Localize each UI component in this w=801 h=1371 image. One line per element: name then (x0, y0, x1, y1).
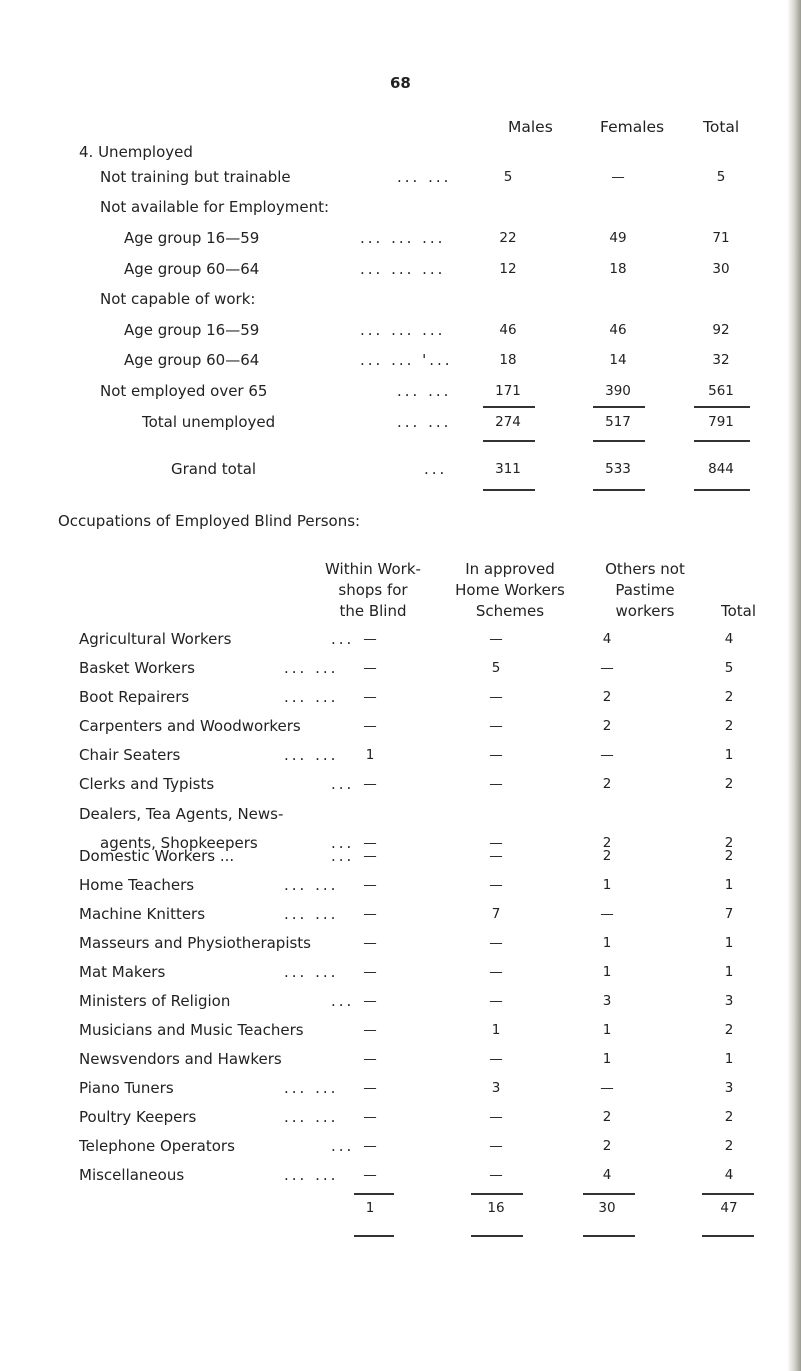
occupation-label: Poultry Keepers (79, 1108, 197, 1126)
cell-workshops: — (363, 848, 377, 864)
cell-pastime: — (600, 747, 614, 763)
page-number: 68 (390, 74, 411, 92)
cell-females: 390 (605, 383, 631, 399)
leader-dots: ... ... (284, 688, 339, 706)
row-label: Age group 60—64 (124, 260, 260, 278)
cell-pastime: 1 (602, 1051, 612, 1067)
cell-home-workers: — (489, 776, 503, 792)
page-edge-shadow (787, 0, 801, 1371)
row-label: Not available for Employment: (100, 198, 330, 216)
leader-dots: ... ... ... (360, 260, 446, 278)
cell-workshops: — (363, 631, 377, 647)
cell-pastime: 1 (602, 964, 612, 980)
leader-dots: ... (424, 460, 448, 478)
total-females: 517 (605, 414, 631, 430)
occupation-label: Dealers, Tea Agents, News- (79, 805, 284, 823)
cell-home-workers: 5 (491, 660, 501, 676)
occupations-title: Occupations of Employed Blind Persons: (58, 512, 361, 530)
cell-home-workers: — (489, 718, 503, 734)
cell-females: 14 (609, 352, 627, 368)
col-header-females: Females (600, 118, 665, 136)
cell-pastime: 2 (602, 835, 612, 851)
col-header-occ-total: Total (721, 602, 757, 620)
occupation-label: Machine Knitters (79, 905, 206, 923)
cell-workshops: — (363, 1022, 377, 1038)
grand-males: 311 (495, 461, 521, 477)
cell-pastime: — (600, 660, 614, 676)
cell-home-workers: — (489, 877, 503, 893)
cell-home-workers: — (489, 1109, 503, 1125)
cell-total: 71 (712, 230, 730, 246)
cell-workshops: — (363, 906, 377, 922)
section-title: 4. Unemployed (79, 143, 193, 161)
rule-above-total-total (694, 406, 750, 408)
leader-dots: ... ... (284, 1108, 339, 1126)
col-header-pastime-line3: workers (615, 602, 675, 620)
cell-males: 46 (499, 322, 517, 338)
col-header-total: Total (703, 118, 740, 136)
row-label: Age group 60—64 (124, 351, 260, 369)
col-header-home-workers (430, 559, 590, 622)
cell-workshops: — (363, 1051, 377, 1067)
occupation-label: Masseurs and Physiotherapists (79, 934, 312, 952)
cell-total: 561 (708, 383, 734, 399)
cell-total: 4 (724, 1167, 734, 1183)
cell-workshops: — (363, 964, 377, 980)
cell-total: 1 (724, 747, 734, 763)
row-label: Not capable of work: (100, 290, 256, 308)
row-label: Age group 16—59 (124, 321, 260, 339)
rule-bottom-total (702, 1235, 754, 1237)
leader-dots: ... ... (397, 168, 452, 186)
cell-females: 18 (609, 261, 627, 277)
cell-total: 2 (724, 1109, 734, 1125)
leader-dots: ... ... (284, 905, 339, 923)
grand-total-label: Grand total (171, 460, 257, 478)
cell-home-workers: — (489, 747, 503, 763)
cell-workshops: — (363, 1080, 377, 1096)
total-home-workers: 16 (487, 1200, 505, 1216)
cell-males: 12 (499, 261, 517, 277)
cell-workshops: — (363, 776, 377, 792)
rule-total-total (702, 1193, 754, 1195)
grand-total: 844 (708, 461, 734, 477)
cell-pastime: — (600, 906, 614, 922)
occupation-label: Clerks and Typists (79, 775, 215, 793)
col-header-pastime-line1: Others not (605, 560, 685, 578)
occupation-label: Telephone Operators (79, 1137, 235, 1155)
cell-pastime: 2 (602, 776, 612, 792)
cell-home-workers: — (489, 835, 503, 851)
col-header-home-workers-line2: Home Workers (455, 581, 565, 599)
cell-total: 2 (724, 689, 734, 705)
occupation-label: Ministers of Religion (79, 992, 231, 1010)
rule-bottom-workshops (354, 1235, 394, 1237)
cell-total: 1 (724, 877, 734, 893)
occupation-label: Home Teachers (79, 876, 195, 894)
cell-total: 7 (724, 906, 734, 922)
occupation-label: Carpenters and Woodworkers (79, 717, 301, 735)
cell-workshops: — (363, 718, 377, 734)
cell-total: 4 (724, 631, 734, 647)
occupation-label: Boot Repairers (79, 688, 190, 706)
rule-below-grand-males (483, 489, 535, 491)
leader-dots: ... ... (397, 382, 452, 400)
occupation-label-cont: agents, Shopkeepers (100, 834, 258, 852)
cell-home-workers: 7 (491, 906, 501, 922)
occupation-label: Chair Seaters (79, 746, 181, 764)
rule-below-grand-females (593, 489, 645, 491)
cell-workshops: — (363, 660, 377, 676)
cell-workshops: — (363, 1109, 377, 1125)
rule-above-grand-total (694, 440, 750, 442)
total-pastime: 30 (598, 1200, 616, 1216)
cell-total: 2 (724, 776, 734, 792)
cell-total: 1 (724, 1051, 734, 1067)
col-header-males: Males (508, 118, 553, 136)
leader-dots: ... ... (284, 1166, 339, 1184)
leader-dots: ... (331, 847, 355, 865)
rule-above-total-females (593, 406, 645, 408)
row-label: Age group 16—59 (124, 229, 260, 247)
rule-below-grand-total (694, 489, 750, 491)
cell-total: 2 (724, 835, 734, 851)
cell-home-workers: — (489, 993, 503, 1009)
row-label: Not employed over 65 (100, 382, 268, 400)
cell-total: 5 (716, 169, 726, 185)
rule-above-grand-females (593, 440, 645, 442)
cell-home-workers: — (489, 1167, 503, 1183)
rule-total-home-workers (471, 1193, 523, 1195)
occupation-label: Domestic Workers ... (79, 847, 235, 865)
leader-dots: ... ... (397, 413, 452, 431)
cell-pastime: 2 (602, 1138, 612, 1154)
leader-dots: ... ... ... (360, 229, 446, 247)
col-header-pastime (575, 559, 715, 622)
occupation-label: Basket Workers (79, 659, 195, 677)
cell-pastime: 1 (602, 877, 612, 893)
grand-females: 533 (605, 461, 631, 477)
cell-pastime: 1 (602, 1022, 612, 1038)
cell-workshops: — (363, 1167, 377, 1183)
leader-dots: ... (331, 775, 355, 793)
cell-home-workers: — (489, 964, 503, 980)
cell-total: 5 (724, 660, 734, 676)
cell-home-workers: — (489, 631, 503, 647)
cell-workshops: — (363, 993, 377, 1009)
col-header-workshops-line3: the Blind (339, 602, 407, 620)
leader-dots: ... ... (284, 1079, 339, 1097)
cell-pastime: 2 (602, 1109, 612, 1125)
leader-dots: ... ... (284, 659, 339, 677)
cell-home-workers: 3 (491, 1080, 501, 1096)
cell-home-workers: — (489, 848, 503, 864)
leader-dots: ... ... ... (360, 321, 446, 339)
cell-pastime: — (600, 1080, 614, 1096)
leader-dots: ... (331, 992, 355, 1010)
col-header-workshops-line2: shops for (338, 581, 408, 599)
occupation-label: Agricultural Workers (79, 630, 232, 648)
cell-pastime: 2 (602, 848, 612, 864)
cell-total: 2 (724, 1022, 734, 1038)
cell-total: 3 (724, 993, 734, 1009)
rule-total-pastime (583, 1193, 635, 1195)
col-header-home-workers-line1: In approved (465, 560, 555, 578)
cell-total: 30 (712, 261, 730, 277)
cell-males: 171 (495, 383, 521, 399)
cell-pastime: 4 (602, 631, 612, 647)
cell-total: 1 (724, 964, 734, 980)
total-workshops: 1 (365, 1200, 375, 1216)
total-males: 274 (495, 414, 521, 430)
occupation-label: Miscellaneous (79, 1166, 185, 1184)
col-header-home-workers-line3: Schemes (475, 602, 545, 620)
rule-above-total-males (483, 406, 535, 408)
cell-workshops: — (363, 689, 377, 705)
occupation-label: Piano Tuners (79, 1079, 174, 1097)
leader-dots: ... (331, 834, 355, 852)
cell-home-workers: — (489, 1051, 503, 1067)
cell-home-workers: 1 (491, 1022, 501, 1038)
cell-home-workers: — (489, 1138, 503, 1154)
total-total: 791 (708, 414, 734, 430)
cell-pastime: 4 (602, 1167, 612, 1183)
total-all: 47 (720, 1200, 738, 1216)
cell-workshops: — (363, 877, 377, 893)
cell-total: 92 (712, 322, 730, 338)
cell-females: — (611, 169, 625, 185)
rule-bottom-pastime (583, 1235, 635, 1237)
cell-home-workers: — (489, 689, 503, 705)
cell-workshops: 1 (365, 747, 375, 763)
cell-pastime: 3 (602, 993, 612, 1009)
rule-above-grand-males (483, 440, 535, 442)
cell-males: 5 (503, 169, 513, 185)
cell-total: 2 (724, 1138, 734, 1154)
leader-dots: ... ... (284, 746, 339, 764)
occupation-label: Mat Makers (79, 963, 166, 981)
cell-total: 32 (712, 352, 730, 368)
cell-workshops: — (363, 935, 377, 951)
cell-pastime: 1 (602, 935, 612, 951)
total-unemployed-label: Total unemployed (142, 413, 276, 431)
cell-total: 3 (724, 1080, 734, 1096)
leader-dots: ... ... (284, 963, 339, 981)
cell-pastime: 2 (602, 718, 612, 734)
cell-males: 22 (499, 230, 517, 246)
cell-males: 18 (499, 352, 517, 368)
occupation-label: Musicians and Music Teachers (79, 1021, 304, 1039)
rule-bottom-home-workers (471, 1235, 523, 1237)
col-header-pastime-line2: Pastime (615, 581, 675, 599)
cell-workshops: — (363, 1138, 377, 1154)
rule-total-workshops (354, 1193, 394, 1195)
leader-dots: ... (331, 630, 355, 648)
cell-total: 2 (724, 718, 734, 734)
cell-total: 2 (724, 848, 734, 864)
cell-workshops: — (363, 835, 377, 851)
cell-pastime: 2 (602, 689, 612, 705)
col-header-workshops-line1: Within Work- (325, 560, 421, 578)
cell-females: 46 (609, 322, 627, 338)
leader-dots: ... (331, 1137, 355, 1155)
leader-dots: ... ... '... (360, 351, 453, 369)
cell-total: 1 (724, 935, 734, 951)
cell-home-workers: — (489, 935, 503, 951)
cell-females: 49 (609, 230, 627, 246)
row-label: Not training but trainable (100, 168, 291, 186)
occupation-label: Newsvendors and Hawkers (79, 1050, 282, 1068)
leader-dots: ... ... (284, 876, 339, 894)
